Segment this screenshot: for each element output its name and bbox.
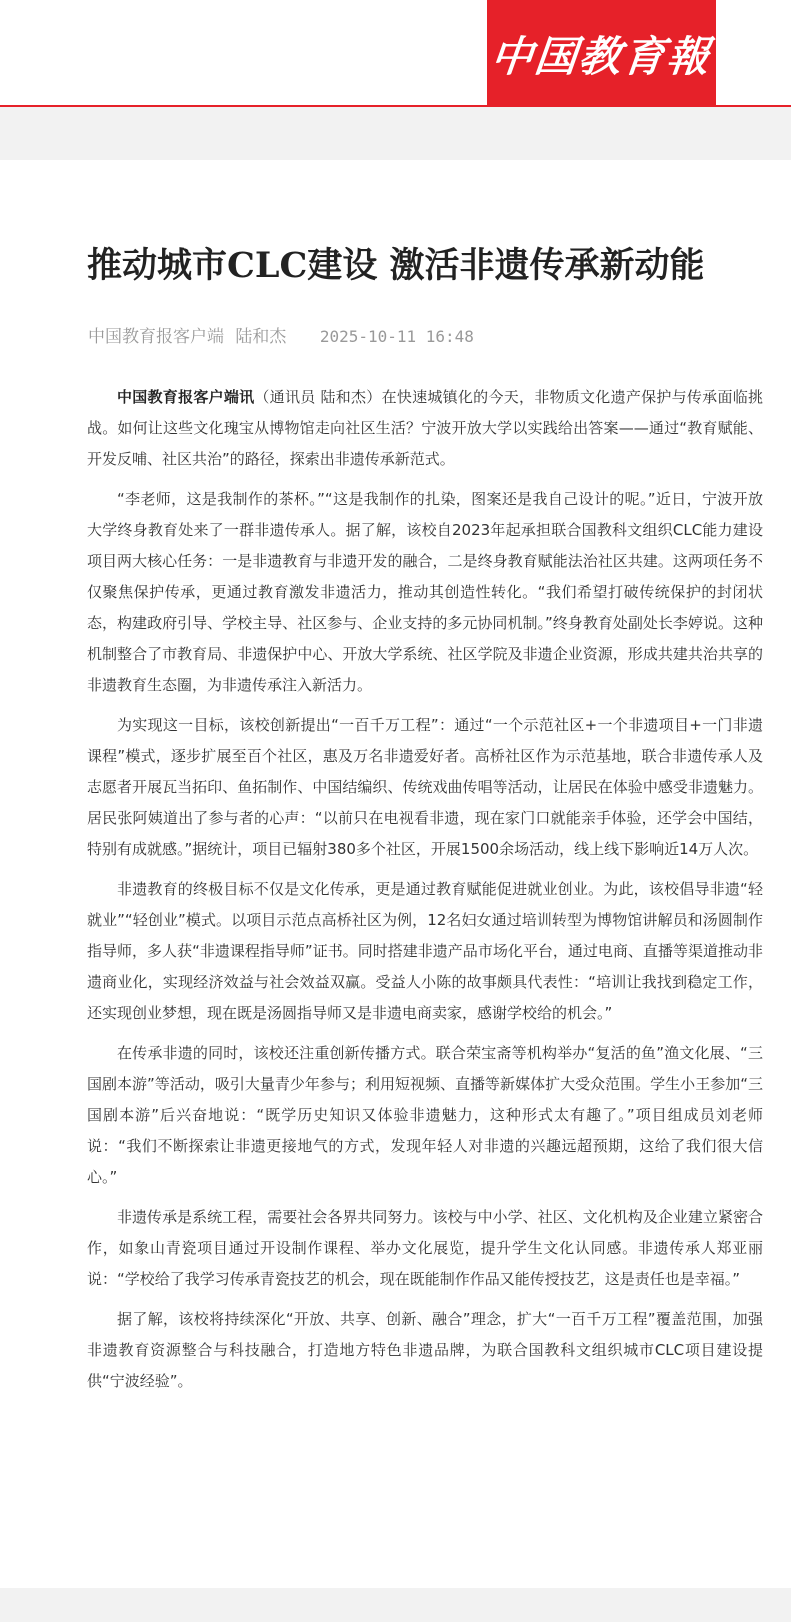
article-author: 陆和杰 bbox=[235, 327, 287, 347]
site-header bbox=[0, 0, 791, 107]
article-paragraph: 非遗传承是系统工程，需要社会各界共同努力。该校与中小学、社区、文化机构及企业建立紧密合作，如象山青瓷项目通过开设制作课程、举办文化展览，提升学生文化认同感。非遗传承人郑亚丽说：“学校给了我学习传承青瓷技艺的机会，现在既能制作作品又能传授技艺，这是责任也是幸福。” bbox=[87, 1208, 763, 1288]
article-body bbox=[87, 382, 763, 1406]
article-paragraph: 在传承非遗的同时，该校还注重创新传播方式。联合荣宝斋等机构举办“复活的鱼”渔文化展、“三国剧本游”等活动，吸引大量青少年参与；利用短视频、直播等新媒体扩大受众范围。学生小王参加“三国剧本游”后兴奋地说：“既学历史知识又体验非遗魅力，这种形式太有趣了。”项目组成员刘老师说：“我们不断探索让非遗更接地气的方式，发现年轻人对非遗的兴趣远超预期，这给了我们很大信心。” bbox=[87, 1044, 763, 1186]
article-source: 中国教育报客户端 bbox=[88, 327, 224, 347]
article-container bbox=[0, 160, 791, 1588]
site-logo[interactable] bbox=[487, 0, 716, 107]
article-paragraph: 非遗教育的终极目标不仅是文化传承，更是通过教育赋能促进就业创业。为此，该校倡导非遗“轻就业”“轻创业”模式。以项目示范点高桥社区为例，12名妇女通过培训转型为博物馆讲解员和汤圆制作指导师，多人获“非遗课程指导师”证书。同时搭建非遗产品市场化平台，通过电商、直播等渠道推动非遗商业化，实现经济效益与社会效益双赢。受益人小陈的故事颇具代表性：“培训让我找到稳定工作，还实现创业梦想，现在既是汤圆指导师又是非遗电商卖家，感谢学校给的机会。” bbox=[87, 880, 763, 1022]
lead-source: 中国教育报客户端讯 bbox=[117, 388, 255, 406]
article-meta bbox=[88, 322, 474, 347]
article-paragraph bbox=[87, 382, 763, 475]
article-paragraph: “李老师，这是我制作的茶杯。”“这是我制作的扎染，图案还是我自己设计的呢。”近日，宁波开放大学终身教育处来了一群非遗传承人。据了解，该校自2023年起承担联合国教科文组织CLC能力建设项目两大核心任务：一是非遗教育与非遗开发的融合，二是终身教育赋能法治社区共建。这两项任务不仅聚焦保护传承，更通过教育激发非遗活力，推动其创造性转化。“我们希望打破传统保护的封闭状态，构建政府引导、学校主导、社区参与、企业支持的多元协同机制。”终身教育处副处长李婷说。这种机制整合了市教育局、非遗保护中心、开放大学系统、社区学院及非遗企业资源，形成共建共治共享的非遗教育生态圈，为非遗传承注入新活力。 bbox=[87, 490, 763, 694]
footer-strip bbox=[0, 1588, 791, 1622]
article-paragraph: 据了解，该校将持续深化“开放、共享、创新、融合”理念，扩大“一百千万工程”覆盖范围，加强非遗教育资源整合与科技融合，打造地方特色非遗品牌，为联合国教科文组织城市CLC项目建设提供“宁波经验”。 bbox=[87, 1310, 763, 1390]
article-title: 推动城市CLC建设 激活非遗传承新动能 bbox=[87, 245, 705, 286]
article-paragraph: 为实现这一目标，该校创新提出“一百千万工程”：通过“一个示范社区+一个非遗项目+一门非遗课程”模式，逐步扩展至百个社区，惠及万名非遗爱好者。高桥社区作为示范基地，联合非遗传承人及志愿者开展瓦当拓印、鱼拓制作、中国结编织、传统戏曲传唱等活动，让居民在体验中感受非遗魅力。居民张阿姨道出了参与者的心声：“以前只在电视看非遗，现在家门口就能亲手体验，还学会中国结，特别有成就感。”据统计，项目已辐射380多个社区，开展1500余场活动，线上线下影响近14万人次。 bbox=[87, 716, 763, 858]
article-datetime: 2025-10-11 16:48 bbox=[319, 327, 474, 346]
paragraph-text: （通讯员 陆和杰）在快速城镇化的今天，非物质文化遗产保护与传承面临挑战。如何让这些文化瑰宝从博物馆走向社区生活？宁波开放大学以实践给出答案——通过“教育赋能、开发反哺、社区共治”的路径，探索出非遗传承新范式。 bbox=[87, 388, 763, 468]
logo-text: 中国教育報 bbox=[488, 31, 714, 81]
